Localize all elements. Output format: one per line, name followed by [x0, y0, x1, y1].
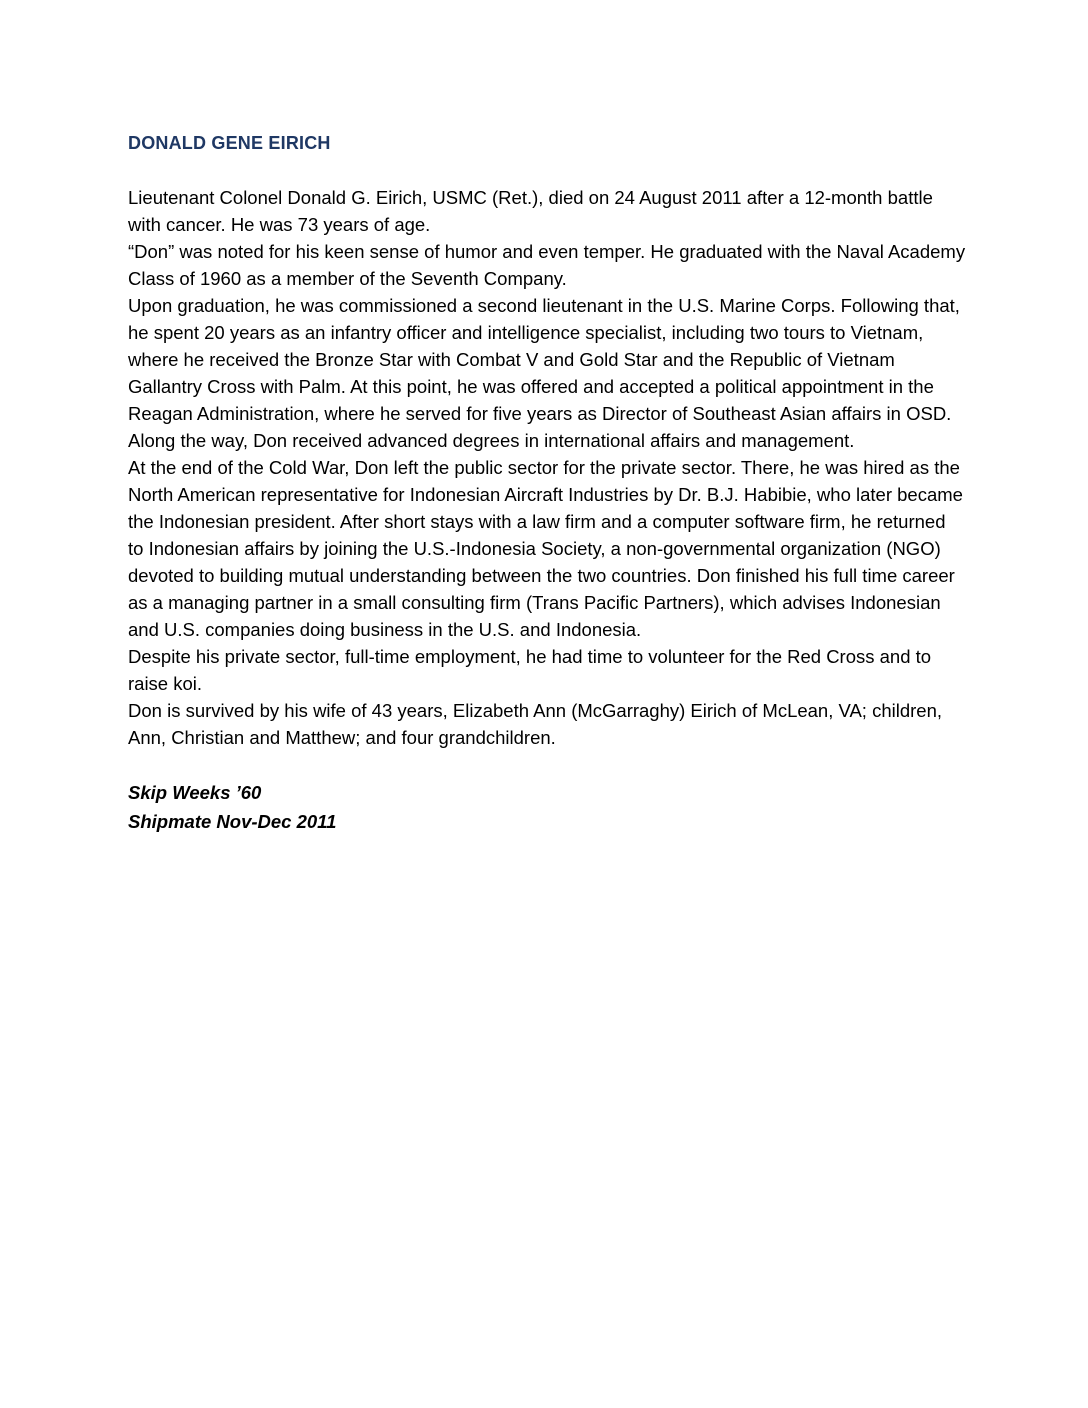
- obituary-paragraph-2: “Don” was noted for his keen sense of humor and even temper. He graduated with the Naval Academy Class of 1960 as a member of the Seventh Company.: [128, 241, 966, 289]
- obituary-paragraph-6: Don is survived by his wife of 43 years, Elizabeth Ann (McGarraghy) Eirich of McLean, VA; children, Ann, Christian and Matthew; and four grandchildren.: [128, 700, 943, 748]
- signature-author: Skip Weeks ’60: [128, 782, 262, 803]
- obituary-paragraph-5: Despite his private sector, full-time employment, he had time to volunteer for the Red Cross and to raise koi.: [128, 646, 932, 694]
- signature-source: Shipmate Nov-Dec 2011: [128, 811, 337, 832]
- obituary-paragraph-3: Upon graduation, he was commissioned a second lieutenant in the U.S. Marine Corps. Following that, he spent 20 years as an infantry officer and intelligence specialist, including two tours to Vietnam, where he received the Bronze Star with Combat V and Gold Star and the Republic of Vietnam Gallantry Cross with Palm. At this point, he was offered and accepted a political appointment in the Reagan Administration, where he served for five years as Director of Southeast Asian affairs in OSD. Along the way, Don received advanced degrees in international affairs and management.: [128, 295, 960, 451]
- document-body: [128, 184, 966, 751]
- obituary-paragraph-1: Lieutenant Colonel Donald G. Eirich, USMC (Ret.), died on 24 August 2011 after a 12-month battle with cancer. He was 73 years of age.: [128, 187, 933, 235]
- obituary-paragraph-4: At the end of the Cold War, Don left the public sector for the private sector. There, he was hired as the North American representative for Indonesian Aircraft Industries by Dr. B.J. Habibie, who later became the Indonesian president. After short stays with a law firm and a computer software firm, he returned to Indonesian affairs by joining the U.S.-Indonesia Society, a non-governmental organization (NGO) devoted to building mutual understanding between the two countries. Don finished his full time career as a managing partner in a small consulting firm (Trans Pacific Partners), which advises Indonesian and U.S. companies doing business in the U.S. and Indonesia.: [128, 457, 963, 640]
- signature-block: [128, 778, 966, 836]
- document-title: DONALD GENE EIRICH: [128, 133, 331, 153]
